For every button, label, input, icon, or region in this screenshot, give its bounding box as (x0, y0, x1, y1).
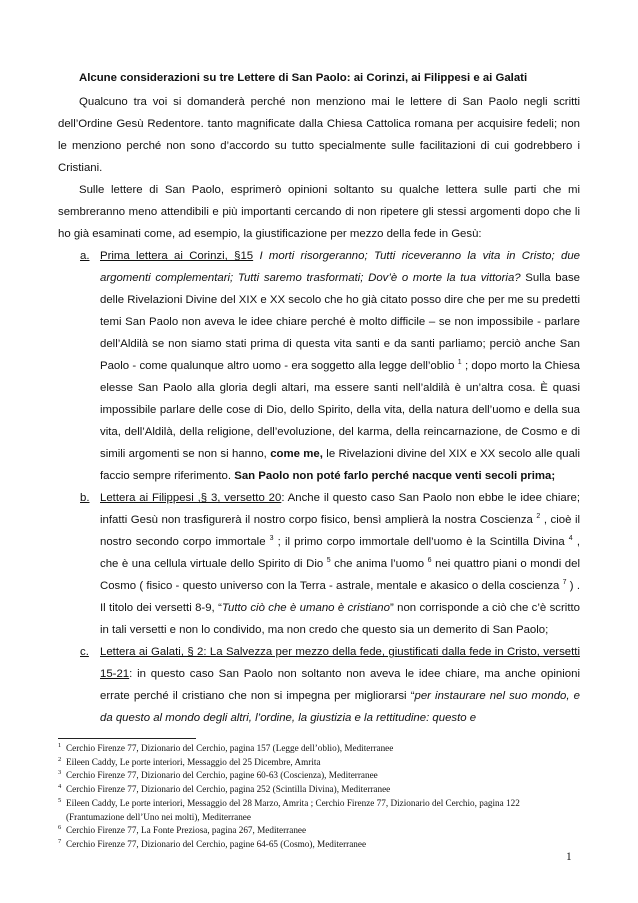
footnotes (58, 742, 580, 852)
bold-text: San Paolo non poté farlo perché nacque venti secoli prima; (234, 470, 556, 482)
item-text: ) . Il titolo dei versetti 8-9, “ (100, 580, 580, 614)
footnote-number: 6 (58, 824, 62, 832)
letter-reference: Lettera ai Galati, § 2: La Salvezza per mezzo della fede, giustificati dalla fede in Cristo, versetti 15-21 (100, 646, 580, 680)
footnote-text: Eileen Caddy, Le porte interiori, Messaggio del 28 Marzo, Amrita ; Cerchio Firenze 77, Dizionario del Cerchio, pagina 122 (Frantumazione dell’Uno nei molti), Mediterranee (66, 797, 520, 822)
item-text: nei quattro piani o mondi del Cosmo ( fisico - questo universo con la Terra - astrale, mentale e akasico o della coscienza (100, 558, 580, 592)
footnote-text: Cerchio Firenze 77, La Fonte Preziosa, pagina 267, Mediterranee (66, 825, 307, 836)
footnote-ref: 7 (562, 579, 567, 586)
letter-quote: Tutto ciò che è umano è cristiano (221, 602, 390, 614)
footnote-number: 3 (58, 769, 62, 777)
letter-reference: Lettera ai Filippesi ,§ 3, versetto 20 (100, 492, 282, 504)
item-text: le Rivelazioni divine del XIX e XX secolo alle quali faccio sempre riferimento. (100, 448, 580, 482)
footnote-ref: 3 (269, 535, 274, 542)
footnote-number: 1 (58, 742, 62, 749)
document-title: Alcune considerazioni su tre Lettere di San Paolo: ai Corinzi, ai Filippesi e ai Galati (79, 72, 528, 84)
item-text: Sulla base delle Rivelazioni Divine del XIX e XX secolo che ho già citato posso dire che per me su predetti temi San Paolo non aveva le idee chiare perché è molto difficile – se non impossibile - parlare dell’Aldilà se non siamo stati prima di questa vita santi e da santi parliamo; perciò anche San Paolo - come qualunque altro uomo - era soggetto alla legge dell’oblio (100, 272, 580, 372)
footnote-ref: 4 (568, 535, 573, 542)
footnote-number: 2 (58, 755, 62, 763)
list-item-filippesi (58, 487, 580, 641)
footnote-number: 7 (58, 837, 62, 845)
footnote-text: Cerchio Firenze 77, Dizionario del Cerchio, pagine 60-63 (Coscienza), Mediterranee (66, 770, 378, 781)
list-item-corinzi (58, 245, 580, 487)
footnote (58, 838, 580, 852)
item-text: : Anche il questo caso San Paolo non ebbe le idee chiare; infatti Gesù non trasfigurerà il nostro corpo fisico, bensì amplierà la nostra Coscienza (100, 492, 580, 526)
footnote-text: Cerchio Firenze 77, Dizionario del Cerchio, pagine 64-65 (Cosmo), Mediterranee (66, 838, 367, 849)
intro-paragraph: Qualcuno tra voi si domanderà perché non menziono mai le lettere di San Paolo negli scritti dell’Ordine Gesù Redentore. tanto magnificate dalla Chiesa Cattolica romana per acquisire fedeli; non le menziono perché non sono d’accordo su tutto specialmente sulle facilitazioni di cui godrebbero i Cristiani. (58, 96, 580, 174)
item-text: , che è una cellula virtuale dello Spirito di Dio (100, 536, 580, 570)
list-marker: a. (80, 250, 90, 262)
item-text: che anima l’uomo (334, 558, 425, 570)
item-text: ” non corrisponde a ciò che c’è scritto in tali versetti e non lo condivido, ma non credo che questo sia un demerito di San Paolo; (100, 602, 580, 636)
footnote-ref: 6 (427, 557, 432, 564)
footnote-text: Cerchio Firenze 77, Dizionario del Cerchio, pagina 157 (Legge dell’oblio), Mediterranee (66, 743, 394, 753)
footnote (58, 797, 580, 824)
footnote-ref: 2 (536, 513, 541, 520)
list-marker: b. (80, 492, 90, 504)
item-text: ; il primo corpo immortale dell’uomo è la Scintilla Divina (277, 536, 565, 548)
bold-text: come me, (270, 448, 323, 460)
footnote (58, 742, 580, 756)
item-text: , cioè il nostro secondo corpo immortale (100, 514, 581, 548)
item-text: : in questo caso San Paolo non soltanto non aveva le idee chiare, ma anche opinioni errate perché il cristiano che non si impegna per migliorarsi “ (100, 668, 580, 702)
footnote-ref: 5 (326, 557, 331, 564)
footnote-text: Eileen Caddy, Le porte interiori, Messaggio del 25 Dicembre, Amrita (66, 756, 321, 767)
footnote-number: 5 (58, 796, 62, 804)
list-marker: c. (80, 646, 89, 658)
letters-list (58, 245, 580, 729)
footnote (58, 769, 580, 783)
footnote (58, 783, 580, 797)
footnote-number: 4 (58, 783, 62, 791)
page-number: 1 (566, 851, 572, 863)
footnote (58, 824, 580, 838)
footnote-separator (58, 738, 196, 739)
letter-quote: per instaurare nel suo mondo, e da questo al mondo degli altri, l’ordine, la giustizia e la rettitudine: questo e (100, 690, 580, 724)
list-item-galati (58, 641, 580, 729)
footnote (58, 756, 580, 770)
footnote-ref: 1 (457, 359, 462, 366)
footnote-text: Cerchio Firenze 77, Dizionario del Cerchio, pagina 252 (Scintilla Divina), Mediterranee (66, 784, 391, 795)
letter-quote: I morti risorgeranno; Tutti riceveranno la vita in Cristo; due argomenti complementari; Tutti saremo trasformati; Dov’è o morte la tua vittoria? (100, 250, 580, 284)
second-paragraph: Sulle lettere di San Paolo, esprimerò opinioni soltanto su qualche lettera sulle parti che mi sembreranno meno attendibili e più importanti cercando di non ripetere gli stessi argomenti dopo che li ho già esaminati come, ad esempio, la giustificazione per mezzo della fede in Gesù: (58, 184, 580, 240)
item-text: ; dopo morto la Chiesa elesse San Paolo alla gloria degli altari, ma essere santi nell’aldilà è un’altra cosa. È quasi impossibile parlare delle cose di Dio, dello Spirito, della vita, della natura dell’uomo e della sua vita, dell’Aldilà, della religione, dell’evoluzione, del karma, della reincarnazione, de Cosmo e di simili argomenti se non si hanno, (100, 360, 581, 460)
letter-reference: Prima lettera ai Corinzi, §15 (100, 250, 254, 262)
